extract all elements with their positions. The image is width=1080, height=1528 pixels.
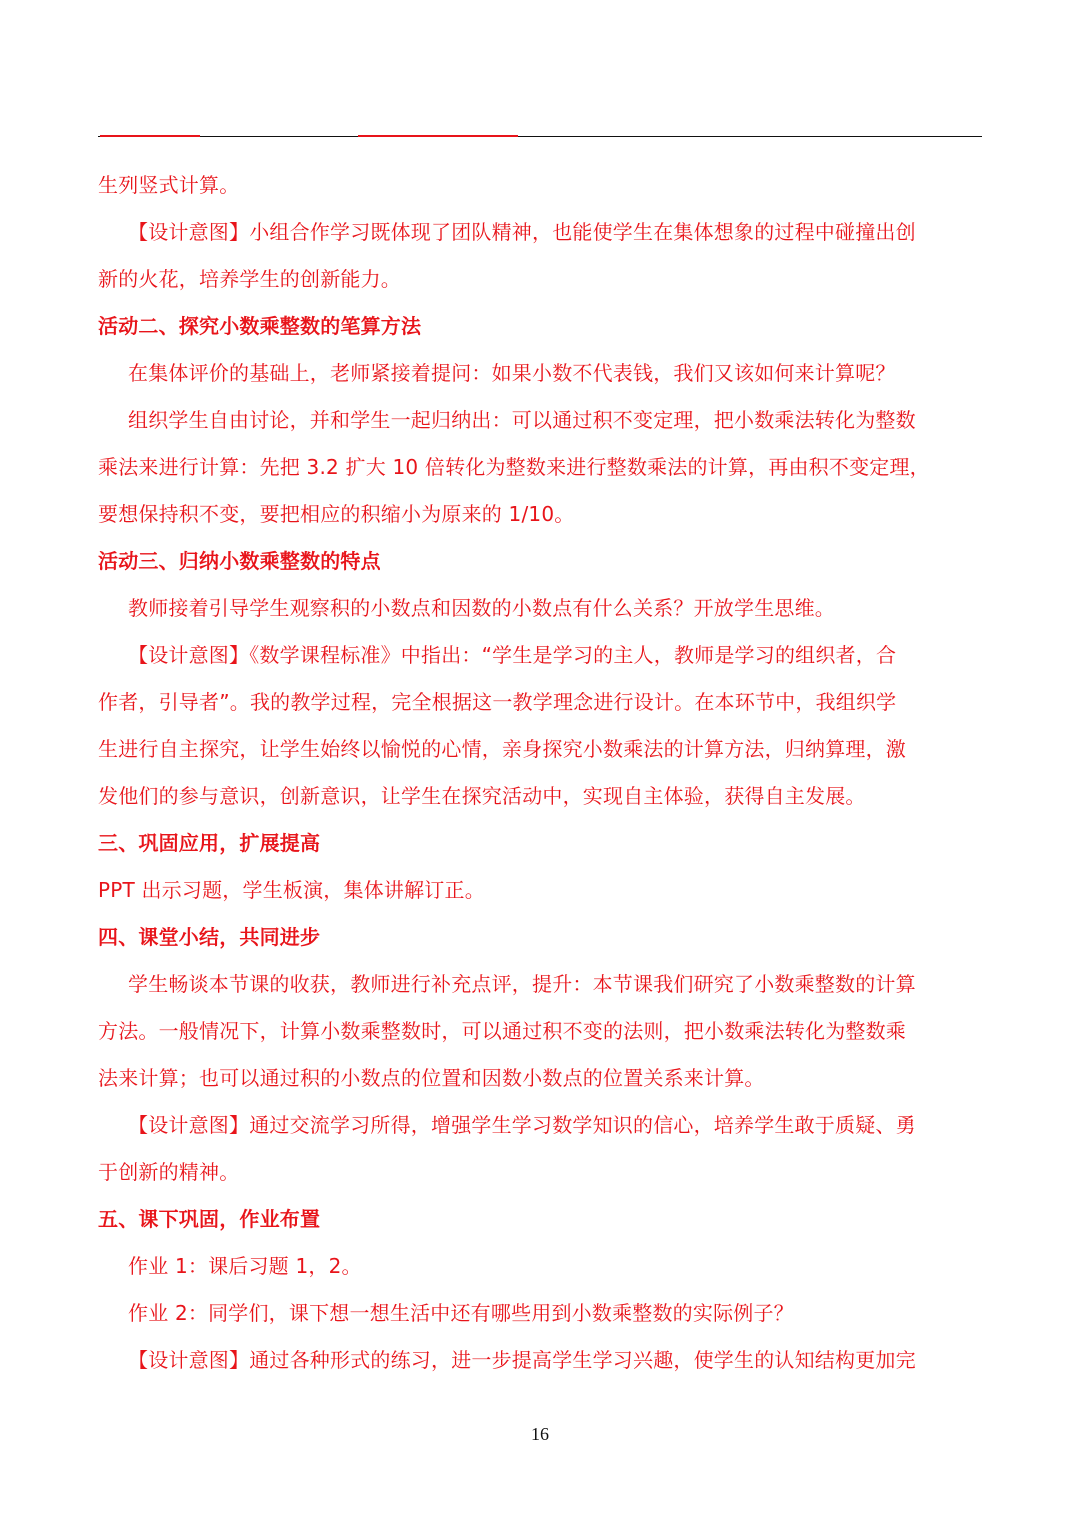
body-paragraph: 于创新的精神。 bbox=[98, 1160, 240, 1184]
design-intent-paragraph: 【设计意图】小组合作学习既体现了团队精神，也能使学生在集体想象的过程中碰撞出创 bbox=[128, 220, 916, 244]
body-paragraph: 法来计算；也可以通过积的小数点的位置和因数小数点的位置关系来计算。 bbox=[98, 1066, 765, 1090]
design-intent-paragraph: 【设计意图】通过各种形式的练习，进一步提高学生学习兴趣，使学生的认知结构更加完 bbox=[128, 1348, 916, 1372]
design-intent-paragraph: 【设计意图】通过交流学习所得，增强学生学习数学知识的信心，培养学生敢于质疑、勇 bbox=[128, 1113, 916, 1137]
body-paragraph: 组织学生自由讨论，并和学生一起归纳出：可以通过积不变定理，把小数乘法转化为整数 bbox=[128, 408, 916, 432]
body-paragraph: 新的火花，培养学生的创新能力。 bbox=[98, 267, 401, 291]
design-intent-paragraph: 【设计意图】《数学课程标准》中指出：“学生是学习的主人，教师是学习的组织者，合 bbox=[128, 643, 897, 667]
body-paragraph: 学生畅谈本节课的收获，教师进行补充点评，提升：本节课我们研究了小数乘整数的计算 bbox=[128, 972, 916, 996]
body-paragraph: 发他们的参与意识，创新意识，让学生在探究活动中，实现自主体验，获得自主发展。 bbox=[98, 784, 866, 808]
body-paragraph: 乘法来进行计算：先把 3.2 扩大 10 倍转化为整数来进行整数乘法的计算，再由积不变定理， bbox=[98, 455, 930, 479]
body-paragraph: 生进行自主探究，让学生始终以愉悦的心情，亲身探究小数乘法的计算方法，归纳算理，激 bbox=[98, 737, 906, 761]
header-rule bbox=[98, 136, 982, 137]
header-rule-accent bbox=[100, 135, 200, 137]
body-paragraph: PPT 出示习题，学生板演，集体讲解订正。 bbox=[98, 878, 485, 902]
section-heading: 五、课下巩固，作业布置 bbox=[98, 1207, 321, 1231]
section-heading: 活动二、探究小数乘整数的笔算方法 bbox=[98, 314, 422, 338]
section-heading: 活动三、归纳小数乘整数的特点 bbox=[98, 549, 381, 573]
homework-item: 作业 1：课后习题 1，2。 bbox=[128, 1254, 362, 1278]
body-paragraph: 教师接着引导学生观察积的小数点和因数的小数点有什么关系？开放学生思维。 bbox=[128, 596, 835, 620]
section-heading: 三、巩固应用，扩展提高 bbox=[98, 831, 321, 855]
section-heading: 四、课堂小结，共同进步 bbox=[98, 925, 321, 949]
header-rule-accent bbox=[358, 135, 518, 137]
document-body bbox=[98, 162, 982, 1384]
body-paragraph: 方法。一般情况下，计算小数乘整数时，可以通过积不变的法则，把小数乘法转化为整数乘 bbox=[98, 1019, 906, 1043]
body-paragraph: 生列竖式计算。 bbox=[98, 173, 240, 197]
body-paragraph: 要想保持积不变，要把相应的积缩小为原来的 1/10。 bbox=[98, 502, 575, 526]
body-paragraph: 在集体评价的基础上，老师紧接着提问：如果小数不代表钱，我们又该如何来计算呢？ bbox=[128, 361, 896, 385]
body-paragraph: 作者，引导者”。我的教学过程，完全根据这一教学理念进行设计。在本环节中，我组织学 bbox=[98, 690, 897, 714]
homework-item: 作业 2：同学们，课下想一想生活中还有哪些用到小数乘整数的实际例子？ bbox=[128, 1301, 794, 1325]
page-number: 16 bbox=[531, 1424, 549, 1444]
